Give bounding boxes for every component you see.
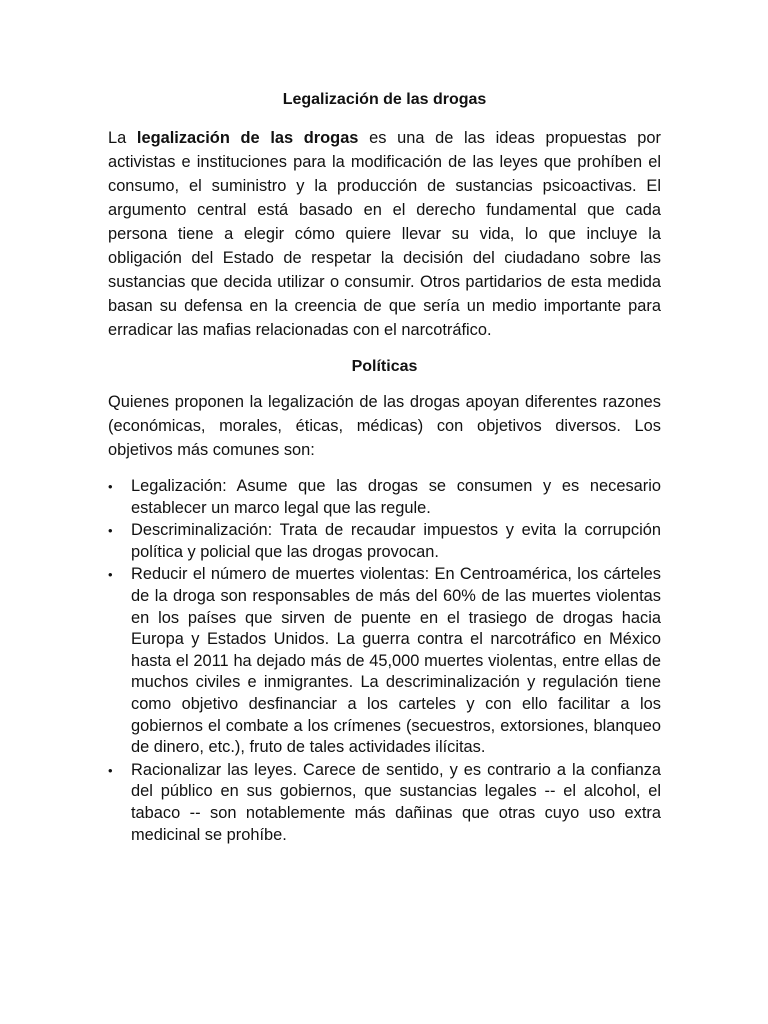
list-item bbox=[108, 564, 661, 758]
section-intro-paragraph: Quienes proponen la legalización de las drogas apoyan diferentes razones (económicas, morales, éticas, médicas) con objetivos diversos. Los objetivos más comunes son: bbox=[108, 393, 661, 459]
bullet-icon: • bbox=[108, 523, 113, 539]
intro-prefix: La bbox=[108, 129, 137, 147]
list-item-text: Reducir el número de muertes violentas: En Centroamérica, los cárteles de la droga son responsables de más del 60% de las muertes violentas en los países que sirven de puente en el trasiego de drogas hacia Europa y Estados Unidos. La guerra contra el narcotráfico en México hasta el 2011 ha dejado más de 45,000 muertes violentas, entre ellas de muchos civiles e inmigrantes. La descriminalización y regulación tiene como objetivo desfinanciar a los carteles y con ello facilitar a los gobiernos el combate a los crímenes (secuestros, extorsiones, blanqueo de dinero, etc.), fruto de tales actividades ilícitas. bbox=[131, 565, 661, 757]
list-item bbox=[108, 476, 661, 519]
list-item-text: Racionalizar las leyes. Carece de sentido, y es contrario a la confianza del público en sus gobiernos, que sustancias legales -- el alcohol, el tabaco -- son notablemente más dañinas que otras cuyo uso extra medicinal se prohíbe. bbox=[131, 760, 661, 844]
objectives-list bbox=[108, 476, 661, 846]
document-page bbox=[108, 88, 661, 847]
intro-paragraph bbox=[108, 126, 661, 342]
bullet-icon: • bbox=[108, 479, 113, 494]
list-item-text: Descriminalización: Trata de recaudar impuestos y evita la corrupción política y policial que las drogas provocan. bbox=[131, 521, 661, 561]
list-item bbox=[108, 520, 661, 563]
document-title: Legalización de las drogas bbox=[282, 91, 487, 108]
bullet-icon: • bbox=[108, 567, 113, 583]
list-item-text: Legalización: Asume que las drogas se consumen y es necesario establecer un marco legal que las regule. bbox=[131, 477, 661, 517]
list-item bbox=[108, 760, 661, 846]
intro-rest: es una de las ideas propuestas por activistas e instituciones para la modificación de las leyes que prohíben el consumo, el suministro y la producción de sustancias psicoactivas. El argumento central está basado en el derecho fundamental que cada persona tiene a elegir cómo quiere llevar su vida, lo que incluye la obligación del Estado de respetar la decisión del ciudadano sobre las sustancias que decida utilizar o consumir. Otros partidarios de esta medida basan su defensa en la creencia de que sería un medio importante para erradicar las mafias relacionadas con el narcotráfico. bbox=[108, 129, 661, 339]
intro-bold-term: legalización de las drogas bbox=[136, 129, 359, 147]
section-title: Políticas bbox=[351, 358, 418, 375]
bullet-icon: • bbox=[108, 762, 113, 778]
